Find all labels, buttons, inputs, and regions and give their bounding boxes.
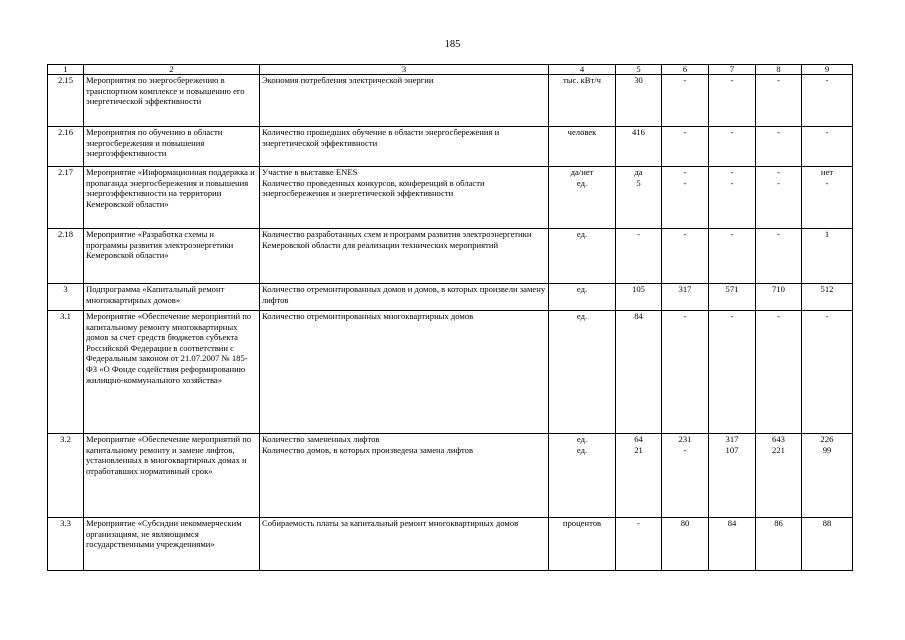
indicator-name: Количество проведенных конкурсов, конференций в области энергосбережения и энергетической эффективности	[260, 178, 549, 229]
value-9: -	[802, 127, 853, 167]
value-7: -	[709, 311, 756, 434]
value-8: -	[756, 229, 802, 284]
table-row	[48, 518, 853, 571]
event-name: Мероприятие «Обеспечение мероприятий по капитальному ремонту и замене лифтов, установленных в многоквартирных домах и отработавших нормативный срок»	[84, 434, 260, 518]
row-number: 3.1	[48, 311, 84, 434]
value-6: 317	[662, 284, 709, 311]
table-row	[48, 311, 853, 434]
value-6: -	[662, 311, 709, 434]
indicator-name: Количество отремонтированных домов и домов, в которых произвели замену лифтов	[260, 284, 549, 311]
value-8: -	[756, 127, 802, 167]
value-5: 30	[616, 75, 662, 127]
event-name: Мероприятия по обучению в области энергосбережения и повышения энергоэффективности	[84, 127, 260, 167]
indicator-name: Собираемость платы за капитальный ремонт многоквартирных домов	[260, 518, 549, 571]
value-5: 105	[616, 284, 662, 311]
indicator-name: Количество домов, в которых произведена замена лифтов	[260, 445, 549, 518]
value-7: -	[709, 127, 756, 167]
unit: да/нет	[549, 167, 616, 178]
value-5: -	[616, 229, 662, 284]
event-name: Подпрограмма «Капитальный ремонт многоквартирных домов»	[84, 284, 260, 311]
value-6: 80	[662, 518, 709, 571]
event-name: Мероприятия по энергосбережению в транспортном комплексе и повышению его энергетической эффективности	[84, 75, 260, 127]
unit: ед.	[549, 445, 616, 518]
value-6: -	[662, 167, 709, 178]
value-9: 512	[802, 284, 853, 311]
row-number: 3	[48, 284, 84, 311]
event-name: Мероприятие «Информационная поддержка и пропаганда энергосбережения и повышения энергоэффективности на территории Кемеровской области»	[84, 167, 260, 229]
value-7: -	[709, 178, 756, 229]
value-5: 416	[616, 127, 662, 167]
value-8: 86	[756, 518, 802, 571]
page-number: 185	[444, 39, 461, 50]
value-5: 64	[616, 434, 662, 445]
column-number-row	[48, 65, 853, 75]
indicator-name: Участие в выставке ENES	[260, 167, 549, 178]
indicator-name: Количество прошедших обучение в области энергосбережения и энергетической эффективности	[260, 127, 549, 167]
value-8: 221	[756, 445, 802, 518]
unit: ед.	[549, 284, 616, 311]
value-6: -	[662, 75, 709, 127]
row-number: 2.15	[48, 75, 84, 127]
event-name: Мероприятие «Обеспечение мероприятий по капитальному ремонту многоквартирных домов за счет средств бюджетов субъекта Российской Федерации в соответствии с Федеральным законом от 21.07.2007 № 185-ФЗ «О Фонде содействия реформированию жилищно-коммунального хозяйства»	[84, 311, 260, 434]
row-number: 3.3	[48, 518, 84, 571]
value-7: 571	[709, 284, 756, 311]
value-6: -	[662, 178, 709, 229]
table-row	[48, 75, 853, 127]
unit: ед.	[549, 229, 616, 284]
row-number: 3.2	[48, 434, 84, 518]
value-8: 710	[756, 284, 802, 311]
event-name: Мероприятие «Разработка схемы и программы развития электроэнергетики Кемеровской области»	[84, 229, 260, 284]
indicator-name: Количество отремонтированных многоквартирных домов	[260, 311, 549, 434]
indicators-table	[47, 64, 853, 571]
value-8: -	[756, 167, 802, 178]
unit: ед.	[549, 178, 616, 229]
unit: ед.	[549, 311, 616, 434]
column-number: 1	[48, 65, 84, 75]
table-row	[48, 434, 853, 445]
column-number: 6	[662, 65, 709, 75]
value-9: 88	[802, 518, 853, 571]
value-9: -	[802, 75, 853, 127]
value-8: -	[756, 75, 802, 127]
value-7: -	[709, 229, 756, 284]
value-6: 231	[662, 434, 709, 445]
indicator-name: Количество замененных лифтов	[260, 434, 549, 445]
value-6: -	[662, 127, 709, 167]
value-9: нет	[802, 167, 853, 178]
value-5: да	[616, 167, 662, 178]
unit: человек	[549, 127, 616, 167]
value-9: -	[802, 311, 853, 434]
column-number: 5	[616, 65, 662, 75]
value-9: 99	[802, 445, 853, 518]
unit: ед.	[549, 434, 616, 445]
value-8: 643	[756, 434, 802, 445]
indicator-name: Экономия потребления электрической энергии	[260, 75, 549, 127]
value-8: -	[756, 311, 802, 434]
column-number: 7	[709, 65, 756, 75]
column-number: 9	[802, 65, 853, 75]
row-number: 2.16	[48, 127, 84, 167]
value-6: -	[662, 445, 709, 518]
table-row	[48, 127, 853, 167]
value-6: -	[662, 229, 709, 284]
value-7: 107	[709, 445, 756, 518]
column-number: 3	[260, 65, 549, 75]
column-number: 8	[756, 65, 802, 75]
value-5: 21	[616, 445, 662, 518]
column-number: 4	[549, 65, 616, 75]
value-8: -	[756, 178, 802, 229]
unit: процентов	[549, 518, 616, 571]
value-5: 84	[616, 311, 662, 434]
value-7: -	[709, 167, 756, 178]
indicator-name: Количество разработанных схем и программ развития электроэнергетики Кемеровской области для реализации технических мероприятий	[260, 229, 549, 284]
value-5: 5	[616, 178, 662, 229]
row-number: 2.17	[48, 167, 84, 229]
column-number: 2	[84, 65, 260, 75]
unit: тыс. кВт/ч	[549, 75, 616, 127]
value-9: 1	[802, 229, 853, 284]
table-row	[48, 284, 853, 311]
event-name: Мероприятие «Субсидии некоммерческим организациям, не являющимся государственными учреждениями»	[84, 518, 260, 571]
table-row	[48, 167, 853, 178]
value-9: -	[802, 178, 853, 229]
row-number: 2.18	[48, 229, 84, 284]
value-7: -	[709, 75, 756, 127]
value-7: 84	[709, 518, 756, 571]
value-9: 226	[802, 434, 853, 445]
value-5: -	[616, 518, 662, 571]
table-row	[48, 229, 853, 284]
value-7: 317	[709, 434, 756, 445]
